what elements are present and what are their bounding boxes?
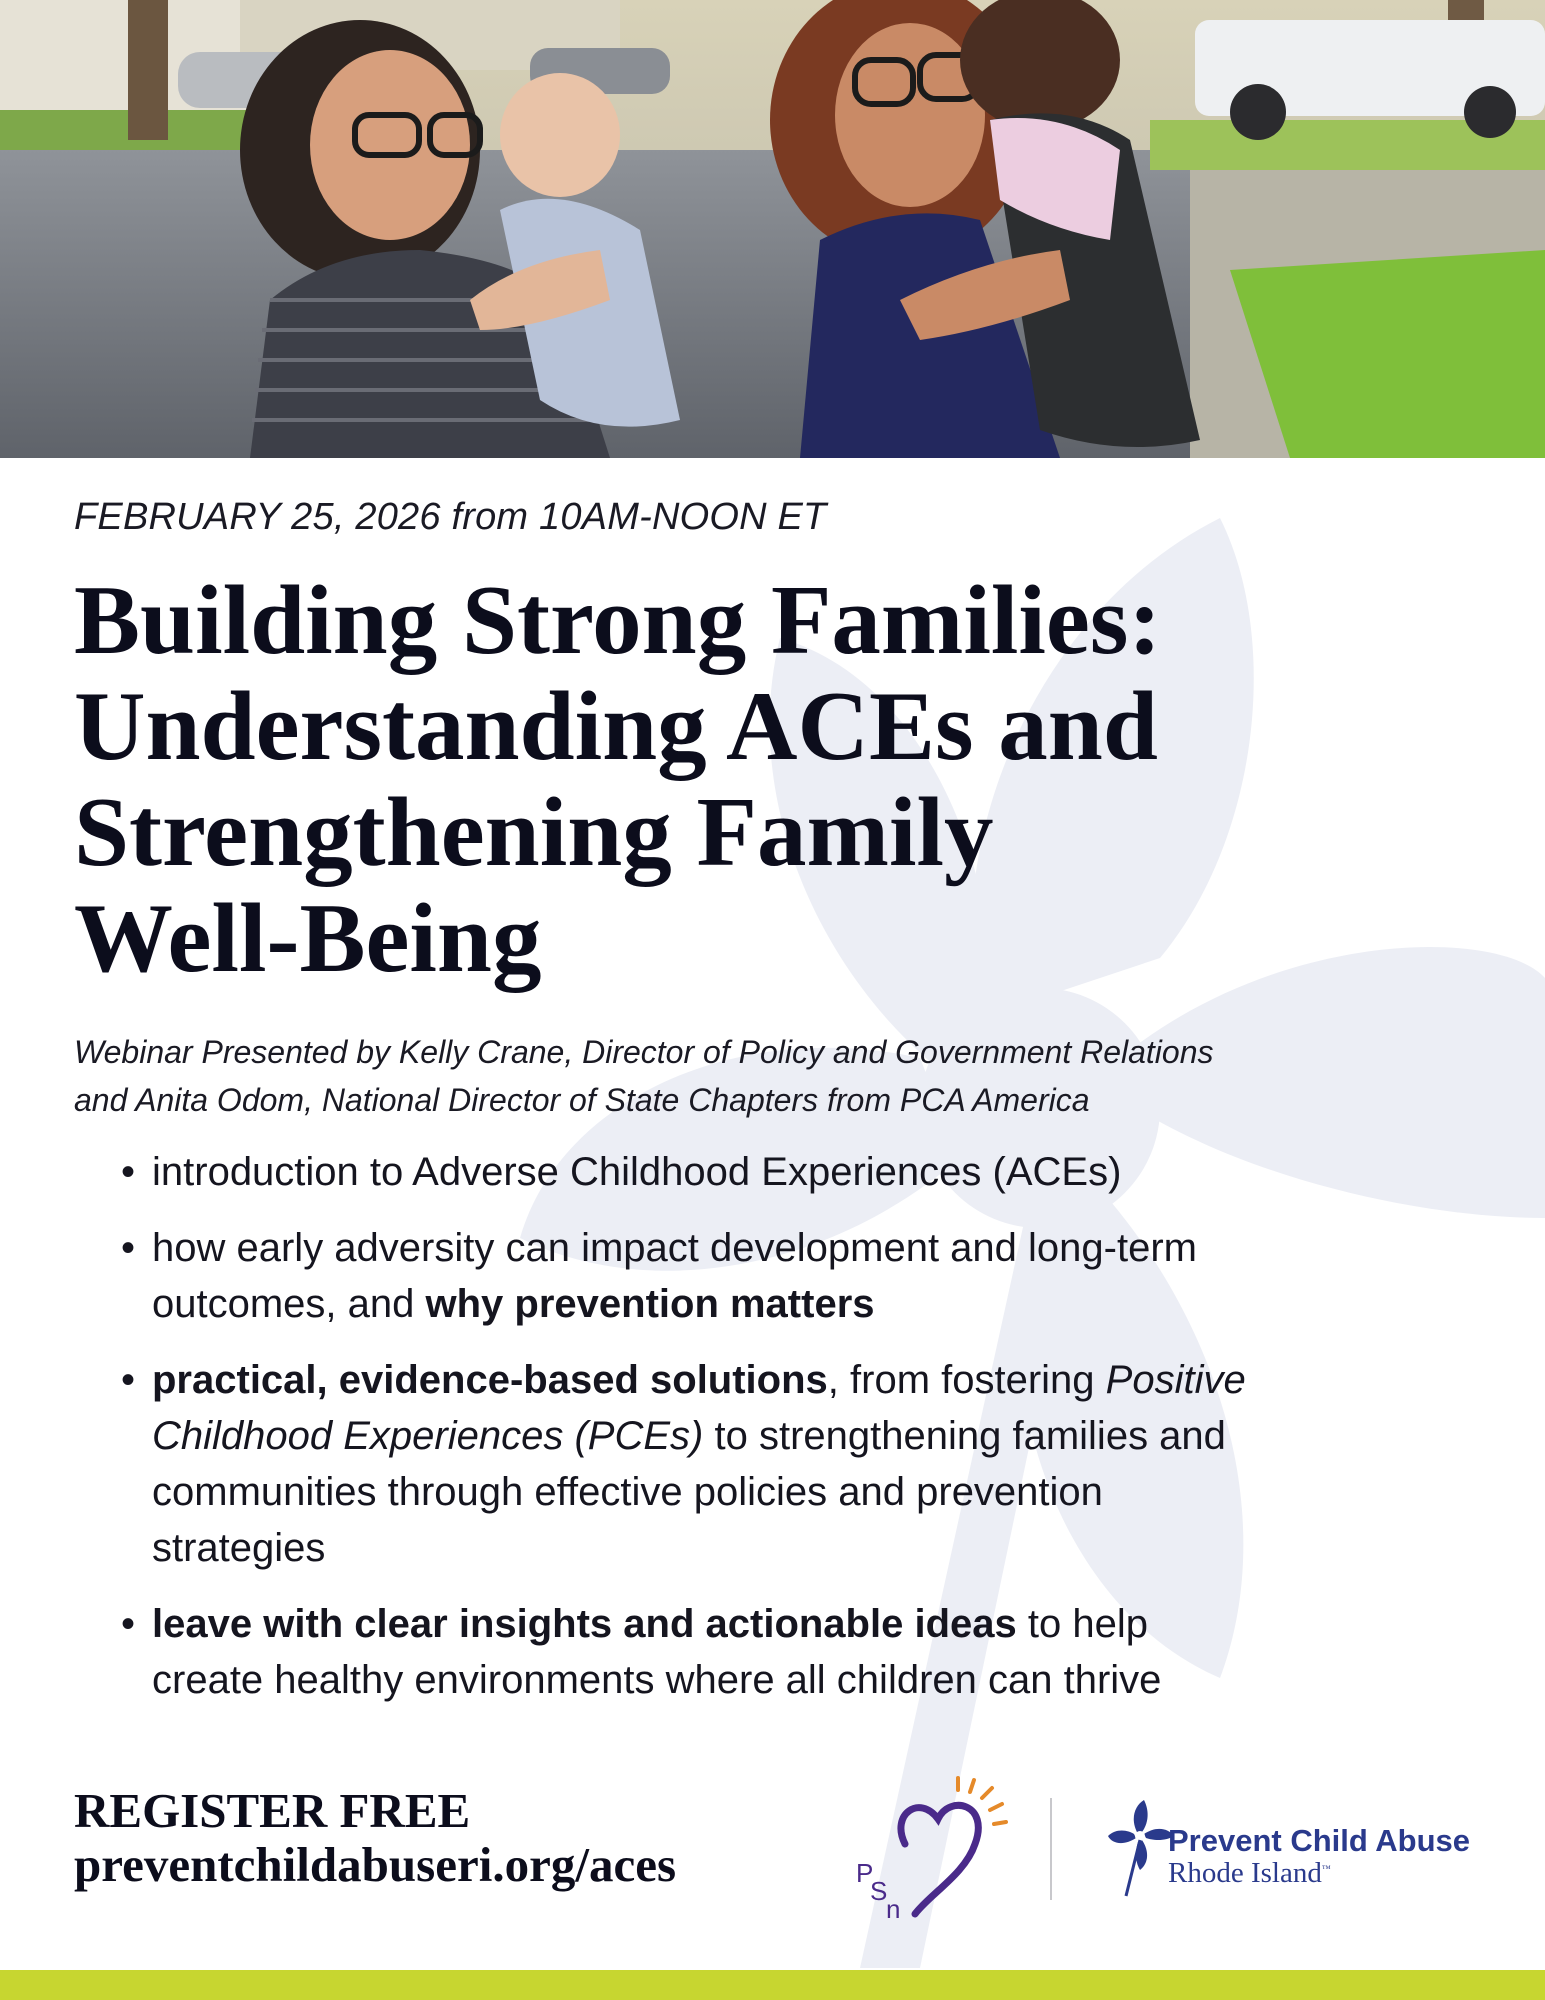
bullet-icon: •	[121, 1150, 136, 1194]
register-link[interactable]: preventchildabuseri.org/aces	[74, 1837, 677, 1892]
bullet-text: how early adversity can impact development and long-term	[152, 1226, 1197, 1270]
bullet-icon: •	[121, 1602, 136, 1646]
bullet-text	[152, 1352, 1398, 1408]
register-block	[74, 1784, 676, 1892]
trademark-mark: ™	[1321, 1863, 1331, 1874]
presenters-text	[74, 1028, 1394, 1124]
bullet-text-plain: outcomes, and	[152, 1282, 426, 1326]
title-line: Strengthening Family	[74, 778, 994, 887]
bullet-text	[152, 1276, 1398, 1332]
bullet-icon: •	[121, 1226, 136, 1270]
list-item	[118, 1220, 1398, 1332]
title-line: Building Strong Families:	[74, 566, 1162, 675]
bullet-text: communities through effective policies and prevention	[152, 1470, 1103, 1514]
header-photo-image	[0, 0, 1545, 458]
bullet-text: strategies	[152, 1526, 326, 1570]
event-date: FEBRUARY 25, 2026 from 10AM-NOON ET	[74, 496, 827, 538]
bottom-accent-band	[0, 1970, 1545, 2000]
bullet-icon: •	[121, 1358, 136, 1402]
title-line: Understanding ACEs and	[74, 672, 1158, 781]
bullet-text-bold: leave with clear insights and actionable ideas	[152, 1602, 1017, 1646]
pca-state	[1168, 1857, 1331, 1890]
pca-name: Prevent Child Abuse	[1168, 1823, 1471, 1858]
bullet-text-bold: practical, evidence-based solutions	[152, 1358, 828, 1402]
heart-sunburst-icon	[850, 1774, 1010, 1924]
topics-list	[118, 1144, 1398, 1728]
psn-letter: P	[856, 1858, 874, 1888]
list-item	[118, 1352, 1398, 1576]
bullet-text: create healthy environments where all children can thrive	[152, 1658, 1162, 1702]
presenters-line: and Anita Odom, National Director of State Chapters from PCA America	[74, 1082, 1090, 1118]
presenters-line: Webinar Presented by Kelly Crane, Director of Policy and Government Relations	[74, 1034, 1214, 1070]
bullet-text-plain: to help	[1016, 1602, 1148, 1646]
list-item	[118, 1144, 1398, 1200]
title-line: Well-Being	[74, 884, 542, 993]
bullet-text	[152, 1408, 1398, 1464]
bullet-text-italic: Positive	[1105, 1358, 1246, 1402]
psn-letter: n	[886, 1894, 901, 1924]
pca-state-text: Rhode Island	[1168, 1857, 1322, 1889]
bullet-text-bold: why prevention matters	[425, 1282, 875, 1326]
bullet-text-italic: Childhood Experiences (PCEs)	[152, 1414, 704, 1458]
bullet-text	[152, 1596, 1398, 1652]
bullet-text-plain: , from fostering	[827, 1358, 1106, 1402]
psn-letter: S	[870, 1876, 888, 1906]
bullet-text-plain: to strengthening families and	[703, 1414, 1226, 1458]
header-photo	[0, 0, 1545, 458]
list-item	[118, 1596, 1398, 1708]
bullet-text: introduction to Adverse Childhood Experiences (ACEs)	[152, 1150, 1122, 1194]
register-label: REGISTER FREE	[74, 1783, 471, 1838]
logo-divider	[1050, 1798, 1052, 1900]
event-title	[74, 568, 1414, 992]
